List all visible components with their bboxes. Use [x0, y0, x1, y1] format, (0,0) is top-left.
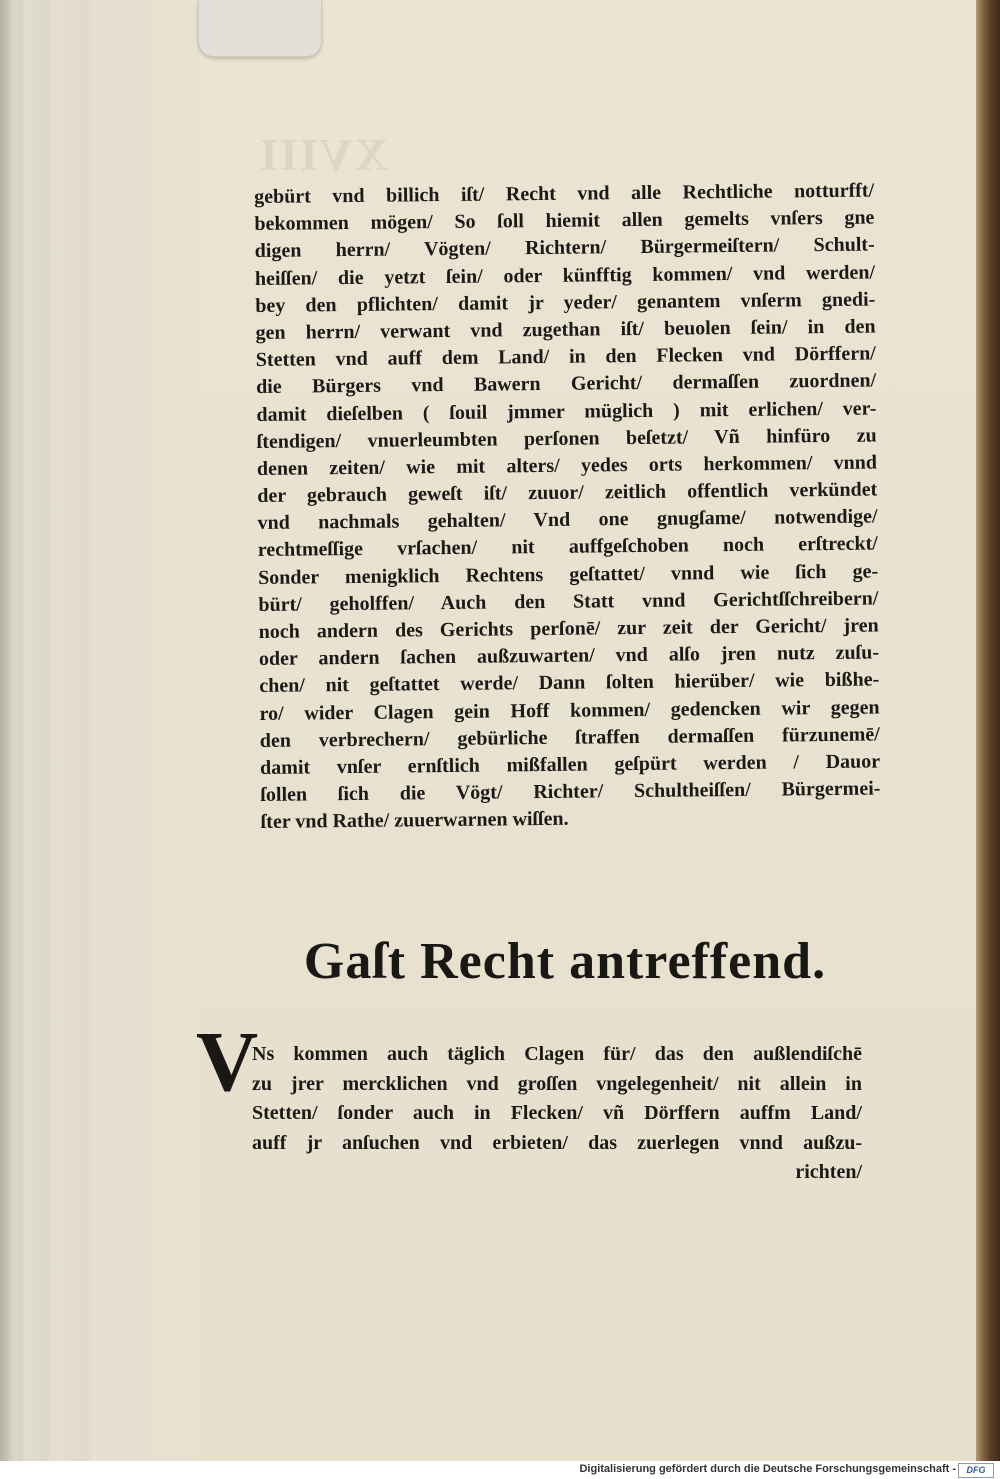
text-line: den verbrechern/ gebürliche ſtraffen dermaſſen fürzunemē/	[259, 723, 880, 752]
paragraph-line: zu jrer mercklichen vnd groſſen vngelegenheit/ nit allein in	[252, 1072, 862, 1095]
text-line: bürt/ geholffen/ Auch den Statt vnnd Gerichtſſchreibern/	[258, 587, 879, 616]
paragraph-line: Stetten/ ſonder auch in Flecken/ vñ Dörffern auffm Land/	[252, 1102, 862, 1124]
text-line: ſtendigen/ vnuerleumbten perſonen beſetzt/ Vñ hinfüro zu	[256, 424, 877, 453]
dfg-logo-icon: DFG	[958, 1463, 994, 1478]
body-text-block	[254, 178, 881, 837]
text-line: heiſſen/ die yetzt ſein/ oder künfftig kommen/ vnd werden/	[254, 261, 876, 290]
digitization-footer	[0, 1461, 1000, 1479]
text-line: der gebrauch geweſt iſt/ zuuor/ zeitlich offentlich verkündet	[257, 478, 878, 508]
text-line: ſollen ſich die Vögt/ Richter/ Schultheiſſen/ Bürgermei-	[260, 777, 881, 807]
book-right-edge	[976, 0, 1000, 1461]
paragraph-line: Ns kommen auch täglich Clagen für/ das den außlendiſchē	[252, 1043, 862, 1065]
paper-tab	[198, 0, 322, 57]
text-line: Stetten vnd auff dem Land/ in den Flecken vnd Dörffern/	[255, 342, 876, 372]
text-line: bekommen mögen/ So ſoll hiemit allen gemelts vnſers gne	[254, 206, 875, 236]
catchword-line: richten/	[795, 1161, 862, 1183]
text-line: oder andern ſachen außzuwarten/ vnd alſo jren nutz zuſu-	[258, 641, 880, 671]
text-line: damit vnſer ernſtlich mißfallen geſpürt werden / Dauor	[259, 750, 881, 779]
drop-cap-initial: V	[196, 1013, 259, 1109]
text-line: denen zeiten/ wie mit alters/ yedes orts herkommen/ vnnd	[256, 451, 878, 480]
text-line: bey den pflichten/ damit jr yeder/ genantem vnſerm gnedi-	[255, 288, 876, 317]
text-line: vnd nachmals gehalten/ Vnd one gnugſame/ notwendige/	[257, 505, 878, 535]
text-line-last: ſter vnd Rathe/ zuuerwarnen wiſſen.	[260, 808, 569, 834]
text-line: noch andern des Gerichts perſonē/ zur zeit der Gericht/ jren	[258, 614, 879, 643]
section-heading: Gaſt Recht antreffend.	[303, 933, 827, 990]
text-line: digen herrn/ Vögten/ Richtern/ Bürgermeiſtern/ Schult-	[254, 233, 875, 263]
text-line: chen/ nit geſtattet werde/ Dann ſolten hierüber/ wie bißhe-	[259, 668, 880, 698]
funding-notice: Digitalisierung gefördert durch die Deutsche Forschungsgemeinschaft -	[579, 1463, 956, 1475]
text-line: ro/ wider Clagen gein Hoff kommen/ gedencken wir gegen	[259, 696, 880, 725]
text-line: gebürt vnd billich iſt/ Recht vnd alle Rechtliche notturfft/	[254, 179, 875, 208]
text-line: Sonder menigklich Rechtens geſtattet/ vnnd wie ſich ge-	[258, 560, 879, 589]
text-line: die Bürgers vnd Bawern Gericht/ dermaſſen zuordnen/	[256, 369, 877, 399]
paragraph-line: auff jr anſuchen vnd erbieten/ das zuerlegen vnnd außzu-	[252, 1131, 862, 1154]
text-line: rechtmeſſige vrſachen/ nit auffgeſchoben noch erſtreckt/	[257, 532, 878, 562]
show-through-folio: XVIII	[258, 129, 389, 180]
stacked-page-edges	[0, 0, 200, 1461]
text-line: gen herrn/ verwant vnd zugethan iſt/ beuolen ſein/ in den	[255, 315, 876, 344]
page-edge-shadow	[0, 0, 16, 1461]
text-line: damit dieſelben ( ſouil jmmer müglich ) mit erlichen/ ver-	[256, 396, 877, 426]
paragraph-block	[252, 1040, 862, 1188]
